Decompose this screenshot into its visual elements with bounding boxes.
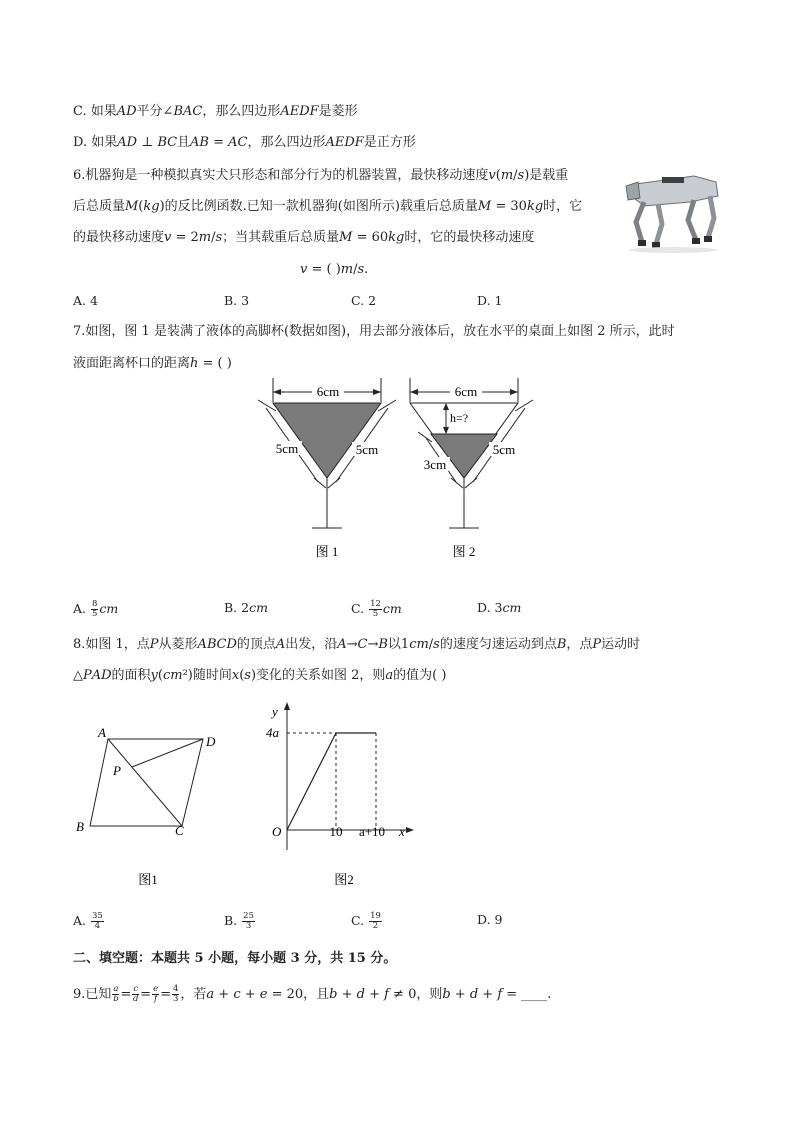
- graph-ytick-label: 4a: [266, 725, 279, 740]
- section-2-heading: 二、填空题：本题共 5 小题，每小题 3 分，共 15 分。: [73, 951, 397, 966]
- graph-y-label: y: [272, 704, 278, 719]
- q7-stem-line2: 液面距离杯口的距离ℎ = ( ): [73, 356, 232, 371]
- q8-stem-line1: 8.如图 1，点𝑃从菱形𝐴𝐵𝐶𝐷的顶点𝐴出发，沿𝐴→𝐶→𝐵以1𝑐𝑚/𝑠的速度匀速运动到点𝐵，点𝑃运动时: [73, 637, 641, 652]
- fig1-caption: 图 1: [315, 544, 339, 559]
- fig2-h-label: h=?: [450, 411, 469, 425]
- q7-option-d: D. 3𝑐𝑚: [477, 600, 522, 615]
- q6-stem-line4: 𝑣 = ( )𝑚/𝑠.: [300, 262, 369, 277]
- q7-stem-line1: 7.如图，图 1 是装满了液体的高脚杯(数据如图)，用去部分液体后，放在水平的桌面上如图 2 所示，此时: [73, 324, 675, 339]
- q8-stem-line2: △𝑃𝐴𝐷的面积𝑦(𝑐𝑚²)随时间𝑥(𝑠)变化的关系如图 2，则𝑎的值为( ): [73, 668, 447, 683]
- fig2-caption: 图 2: [452, 544, 476, 559]
- q8-option-b: B. $\frac{25}{3}$: [224, 911, 254, 931]
- q8-option-c: C. $\frac{19}{2}$: [351, 911, 381, 931]
- graph-caption: 图2: [334, 872, 354, 887]
- robot-dog-image: [618, 162, 724, 254]
- q7-option-c: C. $\frac{12}{5}$ 𝑐𝑚: [351, 599, 402, 619]
- q5-option-d: D. 如果𝐴𝐷 ⊥ 𝐵𝐶且𝐴𝐵 = 𝐴𝐶，那么四边形𝐴𝐸𝐷𝐹是正方形: [73, 135, 416, 150]
- q6-option-b: B. 3: [224, 293, 250, 308]
- q6-stem-line2: 后总质量𝑀(𝑘𝑔)的反比例函数.已知一款机器狗(如图所示)载重后总质量𝑀 = 30𝑘𝑔时，它: [73, 199, 583, 214]
- rhombus-caption: 图1: [138, 872, 158, 887]
- q8-option-d: D. 9: [477, 912, 503, 927]
- rhombus-figure-1: [70, 720, 220, 890]
- q6-option-d: D. 1: [477, 293, 503, 308]
- graph-origin-label: O: [272, 824, 282, 839]
- rhombus-label-b: B: [76, 819, 84, 834]
- q7-option-b: B. 2𝑐𝑚: [224, 600, 268, 615]
- fig1-top-label: 6cm: [316, 384, 340, 399]
- rhombus-label-a: A: [98, 725, 106, 740]
- q6-stem-line3: 的最快移动速度𝑣 = 2𝑚/𝑠；当其载重后总质量𝑀 = 60𝑘𝑔时，它的最快移动速度: [73, 230, 535, 245]
- q6-option-a: A. 4: [73, 293, 98, 308]
- q8-option-a: A. $\frac{35}{4}$: [73, 911, 103, 931]
- q9-stem: 9.已知 $\frac{\text{𝑎}}{\text{𝑏}}$ = $\frac{\text{𝑐}}{\text{𝑑}}$ = $\frac{\text{𝑒}}{\text{𝑓}}$ = $\frac{4}{3}$ ，若𝑎 + 𝑐 + 𝑒 = 20，且𝑏 + 𝑑 + 𝑓 ≠ 0，则𝑏 + 𝑑 + 𝑓 = ____.: [73, 984, 552, 1004]
- fig1-right-label: 5cm: [355, 442, 379, 457]
- graph-x-label: x: [399, 824, 405, 839]
- graph-figure-2: [262, 700, 422, 890]
- fig1-left-label: 5cm: [275, 441, 299, 456]
- graph-xtick2-label: a+10: [358, 824, 386, 839]
- rhombus-label-p: P: [113, 763, 121, 778]
- goblet-figure-1: [250, 378, 400, 566]
- goblet-figure-2: [396, 378, 546, 566]
- q5-option-c: C. 如果𝐴𝐷平分∠𝐵𝐴𝐶，那么四边形𝐴𝐸𝐷𝐹是菱形: [73, 104, 358, 119]
- rhombus-label-c: C: [175, 823, 184, 838]
- fig2-top-label: 6cm: [454, 384, 478, 399]
- q7-option-a: A. $\frac{8}{5}$ 𝑐𝑚: [73, 599, 119, 619]
- fig2-right-label: 5cm: [492, 442, 516, 457]
- rhombus-label-d: D: [206, 734, 216, 749]
- graph-xtick1-label: 10: [329, 824, 343, 839]
- fig2-left-label: 3cm: [423, 457, 447, 472]
- q6-stem-line1: 6.机器狗是一种模拟真实犬只形态和部分行为的机器装置，最快移动速度𝑣(𝑚/𝑠)是载重: [73, 168, 569, 183]
- q6-option-c: C. 2: [351, 293, 377, 308]
